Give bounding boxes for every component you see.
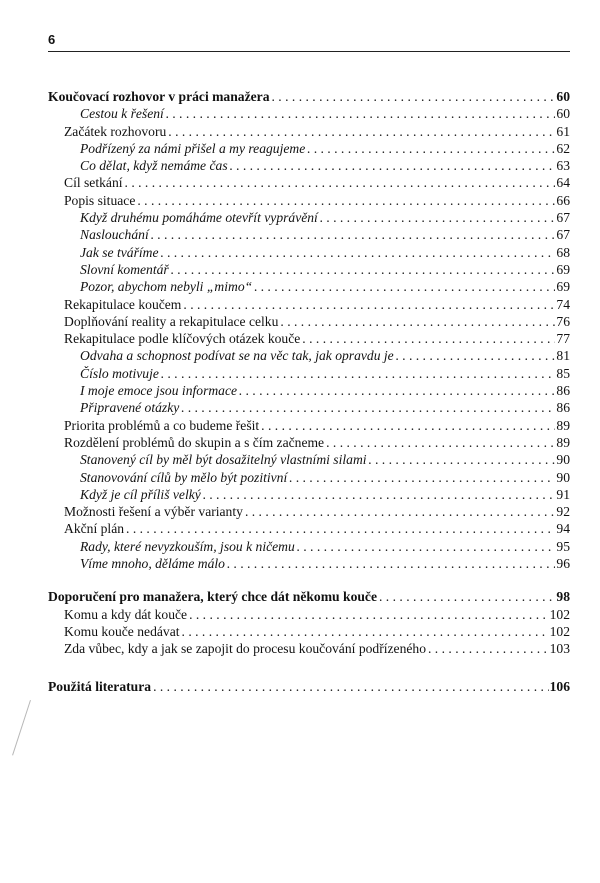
toc-entry-page: 102: [549, 606, 570, 622]
toc-entry[interactable]: [48, 157, 570, 174]
toc-heading-title: Koučovací rozhovor v práci manažera: [48, 89, 270, 104]
toc-entry[interactable]: [48, 313, 570, 330]
dot-leader: [189, 606, 549, 623]
dot-leader: [239, 382, 555, 399]
toc-heading-koucovaci-rozhovor[interactable]: [48, 88, 570, 105]
dot-leader: [428, 640, 549, 657]
toc-entry-page: 90: [556, 469, 570, 485]
toc-entry[interactable]: [48, 226, 570, 243]
toc-heading-page: 98: [556, 589, 570, 605]
toc-entry[interactable]: [48, 244, 570, 261]
toc-entry-title: Slovní komentář: [80, 261, 169, 277]
toc-entry-title: Akční plán: [64, 521, 125, 537]
toc-entry[interactable]: [48, 606, 570, 623]
toc-entry[interactable]: [48, 123, 570, 140]
dot-leader: [280, 313, 555, 330]
toc-entry-page: 68: [556, 244, 570, 260]
toc-entry-page: 81: [556, 348, 570, 364]
toc-entry-page: 89: [556, 417, 570, 433]
toc-entry[interactable]: [48, 347, 570, 364]
dot-leader: [181, 399, 555, 416]
toc-entry-page: 66: [556, 192, 570, 208]
toc-entry-title: Stanovování cílů by mělo být pozitivní: [80, 469, 288, 485]
toc-entry-title: Rady, které nevyzkouším, jsou k ničemu: [80, 538, 295, 554]
toc-entry[interactable]: [48, 469, 570, 486]
toc-entry-title: Rozdělení problémů do skupin a s čím začneme: [64, 434, 325, 450]
toc-entry-page: 94: [556, 521, 570, 537]
toc-heading-title: Doporučení pro manažera, který chce dát někomu kouče: [48, 589, 377, 605]
dot-leader: [153, 678, 549, 695]
toc-entry-page: 62: [556, 140, 570, 156]
toc-entry-page: 89: [556, 434, 570, 450]
toc-entry-page: 69: [556, 261, 570, 277]
toc-entry[interactable]: [48, 278, 570, 295]
toc-entry-title: Stanovený cíl by měl být dosažitelný vlastními silami: [80, 452, 367, 468]
page-number: 6: [48, 32, 56, 47]
toc-entry[interactable]: [48, 192, 570, 209]
toc-entry-title: Co dělat, když nemáme čas: [80, 158, 228, 174]
dot-leader: [245, 503, 555, 520]
dot-leader: [320, 209, 556, 226]
toc-entry-title: I moje emoce jsou informace: [80, 383, 238, 399]
dot-leader: [161, 244, 556, 261]
toc-entry[interactable]: [48, 382, 570, 399]
toc-entry[interactable]: [48, 330, 570, 347]
dot-leader: [379, 588, 555, 605]
dot-leader: [125, 174, 556, 191]
dot-leader: [272, 88, 556, 105]
toc-entry-title: Začátek rozhovoru: [64, 123, 167, 139]
toc-entry-title: Podřízený za námi přišel a my reagujeme: [80, 140, 306, 156]
toc-entry-page: 77: [556, 331, 570, 347]
toc-entry-page: 64: [556, 175, 570, 191]
toc-entry[interactable]: [48, 399, 570, 416]
toc-entry[interactable]: [48, 520, 570, 537]
toc-entry-title: Cíl setkání: [64, 175, 123, 191]
dot-leader: [307, 140, 555, 157]
toc-entry[interactable]: [48, 538, 570, 555]
toc-entry[interactable]: [48, 209, 570, 226]
toc-entry-page: 60: [556, 106, 570, 122]
toc-entry[interactable]: [48, 640, 570, 657]
toc-entry-page: 96: [556, 556, 570, 572]
pencil-mark: [12, 700, 31, 755]
toc-entry[interactable]: [48, 555, 570, 572]
toc-entry[interactable]: [48, 140, 570, 157]
toc-entry-page: 92: [556, 504, 570, 520]
toc-entry-page: 69: [556, 279, 570, 295]
dot-leader: [254, 278, 555, 295]
toc-entry-title: Možnosti řešení a výběr varianty: [64, 504, 243, 520]
dot-leader: [171, 261, 556, 278]
toc-entry-page: 95: [556, 538, 570, 554]
toc-entry-title: Priorita problémů a co budeme řešit: [64, 417, 260, 433]
toc-entry-title: Komu a kdy dát kouče: [64, 606, 188, 622]
dot-leader: [126, 520, 555, 537]
toc-entry-title: Rekapitulace podle klíčových otázek kouče: [64, 331, 301, 347]
toc-entry-page: 63: [556, 158, 570, 174]
toc-entry[interactable]: [48, 261, 570, 278]
section-1-entries: [48, 105, 570, 572]
toc-entry[interactable]: [48, 503, 570, 520]
dot-leader: [151, 226, 556, 243]
section-2-entries: [48, 606, 570, 658]
dot-leader: [168, 123, 555, 140]
toc-entry-page: 74: [556, 296, 570, 312]
toc-heading-page: 106: [549, 678, 570, 694]
dot-leader: [227, 555, 555, 572]
toc-entry-page: 85: [556, 365, 570, 381]
toc-entry-title: Rekapitulace koučem: [64, 296, 182, 312]
dot-leader: [261, 417, 555, 434]
table-of-contents: [48, 88, 570, 695]
toc-entry[interactable]: [48, 365, 570, 382]
toc-heading-doporuceni[interactable]: [48, 588, 570, 605]
toc-entry-title: Když je cíl příliš velký: [80, 486, 201, 502]
toc-entry[interactable]: [48, 623, 570, 640]
toc-entry-page: 86: [556, 383, 570, 399]
header-rule: [48, 51, 570, 52]
toc-entry-title: Cestou k řešení: [80, 106, 164, 122]
toc-entry-title: Odvaha a schopnost podívat se na věc tak, jak opravdu je: [80, 348, 394, 364]
toc-entry[interactable]: [48, 174, 570, 191]
toc-entry[interactable]: [48, 434, 570, 451]
toc-entry-page: 102: [549, 623, 570, 639]
toc-entry-page: 90: [556, 452, 570, 468]
toc-entry-title: Popis situace: [64, 192, 136, 208]
toc-entry-page: 76: [556, 313, 570, 329]
toc-entry-page: 103: [549, 641, 570, 657]
toc-entry-title: Naslouchání: [80, 227, 149, 243]
dot-leader: [289, 469, 555, 486]
dot-leader: [182, 623, 549, 640]
section-gap: [48, 572, 570, 588]
dot-leader: [183, 296, 555, 313]
toc-entry-title: Pozor, abychom nebyli „mimo“: [80, 279, 253, 295]
dot-leader: [326, 434, 555, 451]
toc-entry-title: Připravené otázky: [80, 400, 180, 416]
toc-entry-title: Číslo motivuje: [80, 365, 159, 381]
dot-leader: [161, 365, 555, 382]
dot-leader: [369, 451, 556, 468]
dot-leader: [203, 486, 556, 503]
toc-entry[interactable]: [48, 451, 570, 468]
toc-entry-title: Víme mnoho, děláme málo: [80, 556, 225, 572]
toc-entry[interactable]: [48, 486, 570, 503]
toc-entry-title: Jak se tváříme: [80, 244, 159, 260]
toc-entry[interactable]: [48, 417, 570, 434]
toc-entry-title: Zda vůbec, kdy a jak se zapojit do procesu koučování podřízeného: [64, 641, 426, 657]
section-gap: [48, 658, 570, 678]
toc-entry-page: 61: [556, 123, 570, 139]
toc-heading-pouzita-literatura[interactable]: [48, 678, 570, 695]
dot-leader: [166, 105, 556, 122]
dot-leader: [396, 347, 556, 364]
dot-leader: [302, 330, 555, 347]
toc-entry-title: Komu kouče nedávat: [64, 623, 180, 639]
toc-entry-title: Když druhému pomáháme otevřít vyprávění: [80, 210, 318, 226]
toc-entry-page: 91: [556, 486, 570, 502]
dot-leader: [297, 538, 556, 555]
toc-entry-page: 67: [556, 227, 570, 243]
toc-heading-page: 60: [556, 89, 570, 104]
toc-entry-title: Doplňování reality a rekapitulace celku: [64, 313, 279, 329]
toc-entry[interactable]: [48, 296, 570, 313]
dot-leader: [230, 157, 556, 174]
toc-entry-page: 67: [556, 210, 570, 226]
toc-heading-title: Použitá literatura: [48, 678, 152, 694]
toc-entry-page: 86: [556, 400, 570, 416]
dot-leader: [137, 192, 555, 209]
toc-entry[interactable]: [48, 105, 570, 122]
